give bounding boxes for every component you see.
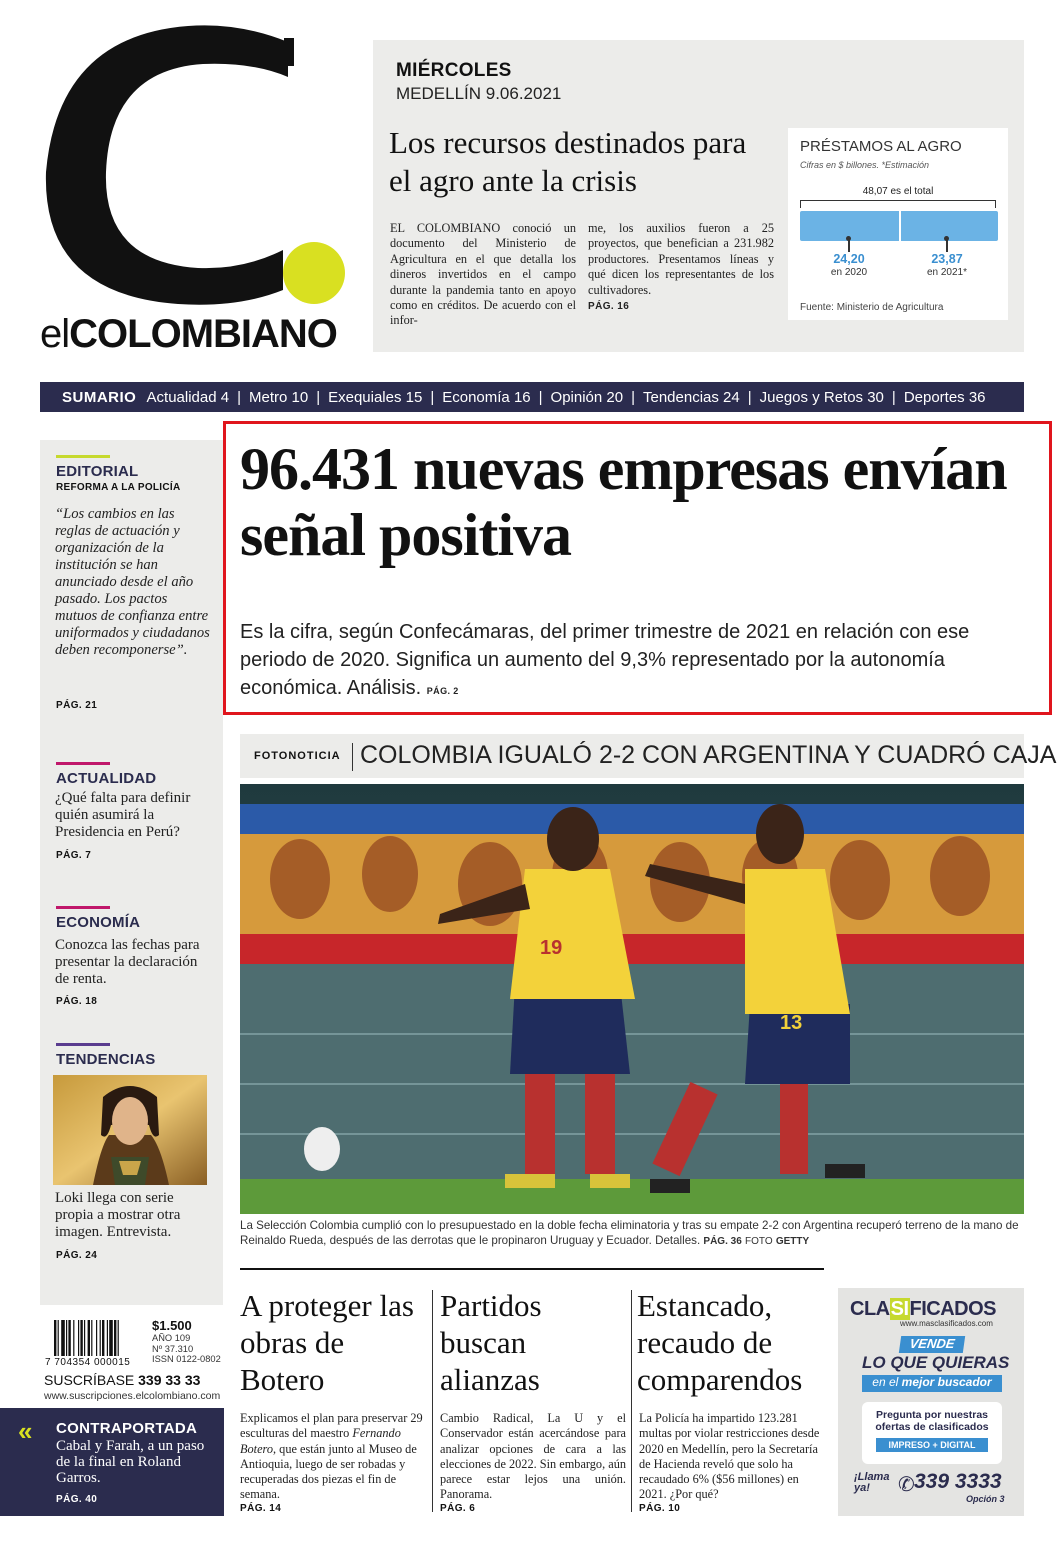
actualidad-title[interactable]: ACTUALIDAD [56, 770, 157, 787]
jersey-13: 13 [780, 1012, 803, 1034]
chart-cat-2020: en 2020 [830, 267, 868, 278]
chart-value-2021: 23,87 [931, 252, 963, 266]
editorial-title[interactable]: EDITORIAL [56, 463, 139, 480]
chart-title: PRÉSTAMOS AL AGRO [800, 138, 962, 155]
llama-ya: ¡Llama ya! [854, 1471, 890, 1494]
clasificados-url[interactable]: www.masclasificados.com [900, 1319, 993, 1328]
sumario-item[interactable]: Deportes 36 [903, 389, 986, 406]
editorial-rule [56, 455, 110, 458]
photo-credit: GETTY [775, 1236, 810, 1247]
column-rule [631, 1290, 632, 1512]
barcode [54, 1320, 148, 1356]
back-arrow-icon: « [18, 1416, 33, 1446]
opcion: Opción 3 [966, 1494, 1005, 1504]
jersey-19: 19 [540, 937, 563, 959]
editorial-subtitle: REFORMA A LA POLICÍA [56, 482, 181, 493]
loki-photo[interactable] [53, 1075, 207, 1185]
mejor-buscador: en el mejor buscador [862, 1375, 1002, 1392]
actualidad-page: PÁG. 7 [56, 850, 92, 861]
tendencias-title[interactable]: TENDENCIAS [56, 1051, 156, 1068]
teaser-headline[interactable]: Los recursos destinados para el agro ante la crisis [389, 125, 747, 198]
subscribe-url[interactable]: www.suscripciones.elcolombiano.com [44, 1390, 221, 1402]
actualidad-rule [56, 762, 110, 765]
logo-c-serif [280, 38, 300, 66]
logo-dot [283, 242, 345, 304]
economia-rule [56, 906, 110, 909]
issue-meta: AÑO 109 Nº 37.310 ISSN 0122-0802 [152, 1333, 221, 1365]
impreso-digital: IMPRESO + DIGITAL [876, 1438, 988, 1452]
logo-c-letter [38, 22, 308, 312]
sumario-item[interactable]: Juegos y Retos 30 [759, 389, 884, 406]
teaser-page: PÁG. 16 [588, 301, 630, 313]
main-page: PÁG. 2 [426, 686, 459, 696]
sumario-item[interactable]: Opinión 20 [550, 389, 624, 406]
barcode-number: 7 704354 000015 [45, 1357, 131, 1368]
editorial-quote: “Los cambios en las reglas de actuación y organización de la institución se han anunciado desde el año pasado. Los pactos mutuos de confianza entre uniformados y ciudadanos deben recomponerse”. [55, 506, 210, 658]
sumario-item[interactable]: Actualidad 4 [146, 389, 230, 406]
chart-cat-2021: en 2021* [926, 267, 968, 278]
chart-total-label: 48,07 es el total [862, 186, 934, 197]
column-rule [432, 1290, 433, 1512]
story-partidos-text: Cambio Radical, La U y el Conservador están acercándose para analizar opciones de cara a las elecciones de 2022. Sin embargo, aún parece estar lejos una unión. Panorama. [440, 1411, 626, 1502]
chart-dot-2021 [944, 236, 949, 241]
story-partidos-headline[interactable]: Partidos buscan alianzas [440, 1288, 542, 1397]
fotonoticia-divider [352, 743, 353, 771]
contraportada-text: Cabal y Farah, a un paso de la final en Roland Garros. [56, 1438, 205, 1486]
economia-text[interactable]: Conozca las fechas para presentar la declaración de renta. [55, 937, 200, 987]
actualidad-text[interactable]: ¿Qué falta para definir quién asumirá la Presidencia en Perú? [55, 790, 191, 840]
story-botero-page: PÁG. 14 [240, 1503, 282, 1514]
vende-badge: VENDE [899, 1336, 965, 1353]
fotonoticia-title[interactable]: COLOMBIA IGUALÓ 2-2 CON ARGENTINA Y CUADRÓ CAJA [360, 741, 1057, 769]
story-botero-headline[interactable]: A proteger las obras de Botero [240, 1288, 414, 1397]
contraportada-title: CONTRAPORTADA [56, 1420, 198, 1437]
sumario-item[interactable]: Exequiales 15 [328, 389, 423, 406]
sumario-label: SUMARIO [62, 389, 137, 406]
teaser-text-col2: me, los auxilios fueron a 25 proyectos, que benefician a 231.982 productores. Presentamos líneas y qué dicen los representantes de los cultivadores. PÁG. 16 [588, 221, 774, 313]
tendencias-rule [56, 1043, 110, 1046]
story-botero-text: Explicamos el plan para preservar 29 esculturas del maestro Fernando Botero, que están junto al Museo de Antioquia, luego de ser robadas y recuperadas dos piezas el fin de semana. [240, 1411, 423, 1502]
story-comparendos-headline[interactable]: Estancado, recaudo de comparendos [637, 1288, 803, 1397]
contraportada-page: PÁG. 40 [56, 1494, 98, 1505]
tendencias-text[interactable]: Loki llega con serie propia a mostrar otra imagen. Entrevista. [55, 1190, 181, 1240]
sumario-item[interactable]: Economía 16 [442, 389, 531, 406]
economia-title[interactable]: ECONOMÍA [56, 914, 141, 931]
chart-subtitle: Cifras en $ billones. *Estimación [800, 160, 930, 170]
clasificados-logo: CLASIFICADOS [850, 1298, 997, 1320]
fotonoticia-label: FOTONOTICIA [254, 750, 341, 762]
sumario-item[interactable]: Tendencias 24 [643, 389, 740, 406]
teaser-text-col1: EL COLOMBIANO conoció un documento del Ministerio de Agricultura en el que detalla los dineros invertidos en el campo durante la pandemia tanto en apoyo como en créditos. De acuerdo con el infor- [390, 221, 576, 328]
chart-source: Fuente: Ministerio de Agricultura [800, 302, 944, 313]
photo-caption: La Selección Colombia cumplió con lo presupuestado en la doble fecha eliminatoria y tras su empate 2-2 con Argentina recuperó terreno de la mano de Reinaldo Rueda, después de las derrotas que le propinaron Uruguay y Ecuador. Detalles. PÁG. 36 FOTO GETTY [240, 1219, 1019, 1247]
sumario-item[interactable]: Metro 10 [248, 389, 309, 406]
football-photo[interactable] [240, 784, 1024, 1214]
main-lead: Es la cifra, según Confecámaras, del primer trimestre de 2021 en relación con ese periodo de 2020. Significa un aumento del 9,3% representado por la autonomía económica. Análisis. PÁG. 2 [240, 621, 970, 699]
sumario-nav: SUMARIO Actualidad 4 | Metro 10 | Exequiales 15 | Economía 16 | Opinión 20 | Tendencias 24 | Juegos y Retos 30 | Deportes 36 [62, 389, 986, 406]
clasificados-phone[interactable]: 339 3333 [914, 1470, 1002, 1493]
chart-value-2020: 24,20 [833, 252, 865, 266]
caption-page: PÁG. 36 [703, 1236, 742, 1247]
economia-page: PÁG. 18 [56, 996, 98, 1007]
logo-base [42, 317, 347, 318]
edition-day: MIÉRCOLES [396, 60, 512, 81]
story-comparendos-text: La Policía ha impartido 123.281 multas por violar restricciones desde 2020 en Medellín, pero la Secretaría de Hacienda reveló que solo ha recaudado 6% ($56 millones) en 2021. ¿Por qué? [639, 1411, 820, 1502]
bottom-stories-rule [240, 1268, 824, 1270]
chart-total-bracket [800, 200, 996, 208]
main-headline[interactable]: 96.431 nuevas empresas envían señal positiva [240, 436, 1007, 568]
chart-dot-2020 [846, 236, 851, 241]
story-partidos-page: PÁG. 6 [440, 1503, 476, 1514]
tendencias-page: PÁG. 24 [56, 1250, 98, 1261]
editorial-page: PÁG. 21 [56, 700, 98, 711]
story-comparendos-page: PÁG. 10 [639, 1503, 681, 1514]
lo-que-quieras: LO QUE QUIERAS [862, 1353, 1010, 1372]
ofertas-text: Pregunta por nuestras ofertas de clasificados [875, 1409, 989, 1433]
logo-wordmark[interactable]: elCOLOMBIANO [40, 312, 337, 356]
price: $1.500 [152, 1318, 192, 1333]
subscribe-line[interactable]: SUSCRÍBASE 339 33 33 [44, 1372, 201, 1388]
chart-bar-2021 [901, 211, 998, 241]
edition-date: MEDELLÍN 9.06.2021 [396, 84, 562, 103]
phone-icon: ✆ [898, 1474, 915, 1496]
